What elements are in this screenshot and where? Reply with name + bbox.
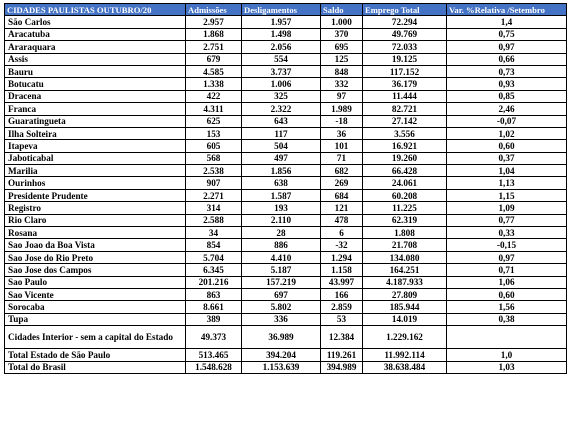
table-row xyxy=(5,251,567,263)
variation-cell: 0,60 xyxy=(447,288,567,300)
city-cell: Sao Joao da Boa Vista xyxy=(5,239,186,251)
dismissals-cell: 28 xyxy=(242,227,321,239)
balance-cell: 119.261 xyxy=(321,349,363,361)
variation-cell xyxy=(447,326,567,349)
admissions-cell: 422 xyxy=(186,90,242,102)
balance-cell: -32 xyxy=(321,239,363,251)
city-cell: Sao Jose do Rio Preto xyxy=(5,251,186,263)
admissions-cell: 4.311 xyxy=(186,103,242,115)
variation-cell: 0,73 xyxy=(447,65,567,77)
header-admissions: Admissões xyxy=(186,4,242,16)
balance-cell: 478 xyxy=(321,214,363,226)
balance-cell: 36 xyxy=(321,127,363,139)
variation-cell: 0,75 xyxy=(447,28,567,40)
city-cell: Sorocaba xyxy=(5,301,186,313)
dismissals-cell: 5.802 xyxy=(242,301,321,313)
table-row xyxy=(5,78,567,90)
admissions-cell: 49.373 xyxy=(186,326,242,349)
variation-cell: 0,93 xyxy=(447,78,567,90)
balance-cell: 682 xyxy=(321,165,363,177)
admissions-cell: 153 xyxy=(186,127,242,139)
total-employment-cell: 72.033 xyxy=(363,41,447,53)
table-row xyxy=(5,65,567,77)
variation-cell: 0,77 xyxy=(447,214,567,226)
table-row xyxy=(5,202,567,214)
admissions-cell: 854 xyxy=(186,239,242,251)
city-cell: Sao Jose dos Campos xyxy=(5,264,186,276)
total-employment-cell: 11.225 xyxy=(363,202,447,214)
admissions-cell: 907 xyxy=(186,177,242,189)
city-cell: Cidades Interior - sem a capital do Estado xyxy=(5,326,186,349)
city-cell: Ilha Solteira xyxy=(5,127,186,139)
city-cell: Total do Brasil xyxy=(5,361,186,373)
city-cell: Itapeva xyxy=(5,140,186,152)
total-employment-cell: 36.179 xyxy=(363,78,447,90)
table-header-row xyxy=(5,4,567,16)
total-employment-cell: 21.708 xyxy=(363,239,447,251)
total-employment-cell: 19.260 xyxy=(363,152,447,164)
variation-cell: 1,02 xyxy=(447,127,567,139)
table-row xyxy=(5,349,567,361)
variation-cell: 0,97 xyxy=(447,251,567,263)
city-cell: Presidente Prudente xyxy=(5,189,186,201)
table-row xyxy=(5,276,567,288)
employment-table xyxy=(4,3,567,374)
admissions-cell: 5.704 xyxy=(186,251,242,263)
variation-cell: 0,38 xyxy=(447,313,567,325)
total-employment-cell: 62.319 xyxy=(363,214,447,226)
balance-cell: 269 xyxy=(321,177,363,189)
city-cell: Tupa xyxy=(5,313,186,325)
table-body xyxy=(5,16,567,374)
total-employment-cell: 164.251 xyxy=(363,264,447,276)
variation-cell: 0,60 xyxy=(447,140,567,152)
dismissals-cell: 36.989 xyxy=(242,326,321,349)
table-row xyxy=(5,103,567,115)
admissions-cell: 1.338 xyxy=(186,78,242,90)
balance-cell: 684 xyxy=(321,189,363,201)
table-row xyxy=(5,313,567,325)
dismissals-cell: 5.187 xyxy=(242,264,321,276)
dismissals-cell: 1.856 xyxy=(242,165,321,177)
variation-cell: 1,15 xyxy=(447,189,567,201)
table-row xyxy=(5,152,567,164)
dismissals-cell: 643 xyxy=(242,115,321,127)
balance-cell: 370 xyxy=(321,28,363,40)
city-cell: Rio Claro xyxy=(5,214,186,226)
table-row xyxy=(5,127,567,139)
variation-cell: 1,09 xyxy=(447,202,567,214)
admissions-cell: 8.661 xyxy=(186,301,242,313)
balance-cell: 12.384 xyxy=(321,326,363,349)
table-row xyxy=(5,361,567,373)
city-cell: Franca xyxy=(5,103,186,115)
table-row xyxy=(5,301,567,313)
dismissals-cell: 1.498 xyxy=(242,28,321,40)
total-employment-cell: 66.428 xyxy=(363,165,447,177)
table-row xyxy=(5,115,567,127)
admissions-cell: 2.588 xyxy=(186,214,242,226)
total-employment-cell: 27.809 xyxy=(363,288,447,300)
variation-cell: 2,46 xyxy=(447,103,567,115)
variation-cell: -0,07 xyxy=(447,115,567,127)
total-employment-cell: 60.208 xyxy=(363,189,447,201)
variation-cell: 1,03 xyxy=(447,361,567,373)
city-cell: Guaratingueta xyxy=(5,115,186,127)
city-cell: Bauru xyxy=(5,65,186,77)
admissions-cell: 863 xyxy=(186,288,242,300)
variation-cell: 0,71 xyxy=(447,264,567,276)
balance-cell: 1.158 xyxy=(321,264,363,276)
dismissals-cell: 1.957 xyxy=(242,16,321,28)
total-employment-cell: 1.808 xyxy=(363,227,447,239)
table-row xyxy=(5,90,567,102)
table-row xyxy=(5,165,567,177)
balance-cell: 1.000 xyxy=(321,16,363,28)
city-cell: Sao Vicente xyxy=(5,288,186,300)
balance-cell: 332 xyxy=(321,78,363,90)
header-relative-variation: Var. %Relativa /Setembro xyxy=(447,4,567,16)
total-employment-cell: 16.921 xyxy=(363,140,447,152)
table-row xyxy=(5,16,567,28)
total-employment-cell: 49.769 xyxy=(363,28,447,40)
admissions-cell: 679 xyxy=(186,53,242,65)
dismissals-cell: 697 xyxy=(242,288,321,300)
dismissals-cell: 193 xyxy=(242,202,321,214)
total-employment-cell: 72.294 xyxy=(363,16,447,28)
balance-cell: -18 xyxy=(321,115,363,127)
balance-cell: 166 xyxy=(321,288,363,300)
admissions-cell: 2.751 xyxy=(186,41,242,53)
total-employment-cell: 134.080 xyxy=(363,251,447,263)
dismissals-cell: 497 xyxy=(242,152,321,164)
variation-cell: 0,85 xyxy=(447,90,567,102)
total-employment-cell: 27.142 xyxy=(363,115,447,127)
table-row xyxy=(5,189,567,201)
admissions-cell: 314 xyxy=(186,202,242,214)
total-employment-cell: 185.944 xyxy=(363,301,447,313)
admissions-cell: 4.585 xyxy=(186,65,242,77)
city-cell: Aracatuba xyxy=(5,28,186,40)
city-cell: São Carlos xyxy=(5,16,186,28)
table-row xyxy=(5,41,567,53)
header-dismissals: Desligamentos xyxy=(242,4,321,16)
city-cell: Ourinhos xyxy=(5,177,186,189)
variation-cell: 1,4 xyxy=(447,16,567,28)
dismissals-cell: 394.204 xyxy=(242,349,321,361)
city-cell: Registro xyxy=(5,202,186,214)
city-cell: Assis xyxy=(5,53,186,65)
dismissals-cell: 1.006 xyxy=(242,78,321,90)
admissions-cell: 34 xyxy=(186,227,242,239)
total-employment-cell: 3.556 xyxy=(363,127,447,139)
balance-cell: 97 xyxy=(321,90,363,102)
dismissals-cell: 117 xyxy=(242,127,321,139)
variation-cell: 1,13 xyxy=(447,177,567,189)
total-employment-cell: 1.229.162 xyxy=(363,326,447,349)
table-row xyxy=(5,326,567,349)
balance-cell: 1.989 xyxy=(321,103,363,115)
city-cell: Dracena xyxy=(5,90,186,102)
table-row xyxy=(5,288,567,300)
variation-cell: 0,37 xyxy=(447,152,567,164)
balance-cell: 848 xyxy=(321,65,363,77)
dismissals-cell: 1.587 xyxy=(242,189,321,201)
city-cell: Marilia xyxy=(5,165,186,177)
header-total-employment: Emprego Total xyxy=(363,4,447,16)
dismissals-cell: 4.410 xyxy=(242,251,321,263)
table-row xyxy=(5,214,567,226)
total-employment-cell: 11.992.114 xyxy=(363,349,447,361)
header-balance: Saldo xyxy=(321,4,363,16)
admissions-cell: 389 xyxy=(186,313,242,325)
variation-cell: 1,0 xyxy=(447,349,567,361)
balance-cell: 43.997 xyxy=(321,276,363,288)
total-employment-cell: 11.444 xyxy=(363,90,447,102)
admissions-cell: 2.538 xyxy=(186,165,242,177)
variation-cell: -0,15 xyxy=(447,239,567,251)
total-employment-cell: 4.187.933 xyxy=(363,276,447,288)
city-cell: Araraquara xyxy=(5,41,186,53)
variation-cell: 0,97 xyxy=(447,41,567,53)
table-row xyxy=(5,28,567,40)
balance-cell: 101 xyxy=(321,140,363,152)
total-employment-cell: 82.721 xyxy=(363,103,447,115)
admissions-cell: 625 xyxy=(186,115,242,127)
dismissals-cell: 504 xyxy=(242,140,321,152)
city-cell: Botucatu xyxy=(5,78,186,90)
dismissals-cell: 638 xyxy=(242,177,321,189)
dismissals-cell: 2.322 xyxy=(242,103,321,115)
total-employment-cell: 19.125 xyxy=(363,53,447,65)
city-cell: Total Estado de São Paulo xyxy=(5,349,186,361)
admissions-cell: 201.216 xyxy=(186,276,242,288)
table-row xyxy=(5,177,567,189)
balance-cell: 71 xyxy=(321,152,363,164)
balance-cell: 695 xyxy=(321,41,363,53)
dismissals-cell: 336 xyxy=(242,313,321,325)
admissions-cell: 513.465 xyxy=(186,349,242,361)
admissions-cell: 605 xyxy=(186,140,242,152)
total-employment-cell: 38.638.484 xyxy=(363,361,447,373)
balance-cell: 394.989 xyxy=(321,361,363,373)
dismissals-cell: 2.056 xyxy=(242,41,321,53)
city-cell: Jaboticabal xyxy=(5,152,186,164)
dismissals-cell: 554 xyxy=(242,53,321,65)
balance-cell: 6 xyxy=(321,227,363,239)
admissions-cell: 568 xyxy=(186,152,242,164)
total-employment-cell: 14.019 xyxy=(363,313,447,325)
dismissals-cell: 325 xyxy=(242,90,321,102)
table-row xyxy=(5,239,567,251)
city-cell: Sao Paulo xyxy=(5,276,186,288)
variation-cell: 1,06 xyxy=(447,276,567,288)
total-employment-cell: 117.152 xyxy=(363,65,447,77)
dismissals-cell: 886 xyxy=(242,239,321,251)
variation-cell: 1,04 xyxy=(447,165,567,177)
admissions-cell: 1.548.628 xyxy=(186,361,242,373)
table-row xyxy=(5,227,567,239)
dismissals-cell: 1.153.639 xyxy=(242,361,321,373)
dismissals-cell: 3.737 xyxy=(242,65,321,77)
admissions-cell: 2.271 xyxy=(186,189,242,201)
variation-cell: 1,56 xyxy=(447,301,567,313)
table-row xyxy=(5,140,567,152)
dismissals-cell: 157.219 xyxy=(242,276,321,288)
admissions-cell: 1.868 xyxy=(186,28,242,40)
admissions-cell: 2.957 xyxy=(186,16,242,28)
city-cell: Rosana xyxy=(5,227,186,239)
total-employment-cell: 24.061 xyxy=(363,177,447,189)
balance-cell: 2.859 xyxy=(321,301,363,313)
balance-cell: 1.294 xyxy=(321,251,363,263)
employment-table-container xyxy=(4,3,567,374)
variation-cell: 0,66 xyxy=(447,53,567,65)
header-city: CIDADES PAULISTAS OUTUBRO/20 xyxy=(5,4,186,16)
dismissals-cell: 2.110 xyxy=(242,214,321,226)
balance-cell: 121 xyxy=(321,202,363,214)
table-row xyxy=(5,264,567,276)
variation-cell: 0,33 xyxy=(447,227,567,239)
table-row xyxy=(5,53,567,65)
balance-cell: 53 xyxy=(321,313,363,325)
admissions-cell: 6.345 xyxy=(186,264,242,276)
balance-cell: 125 xyxy=(321,53,363,65)
